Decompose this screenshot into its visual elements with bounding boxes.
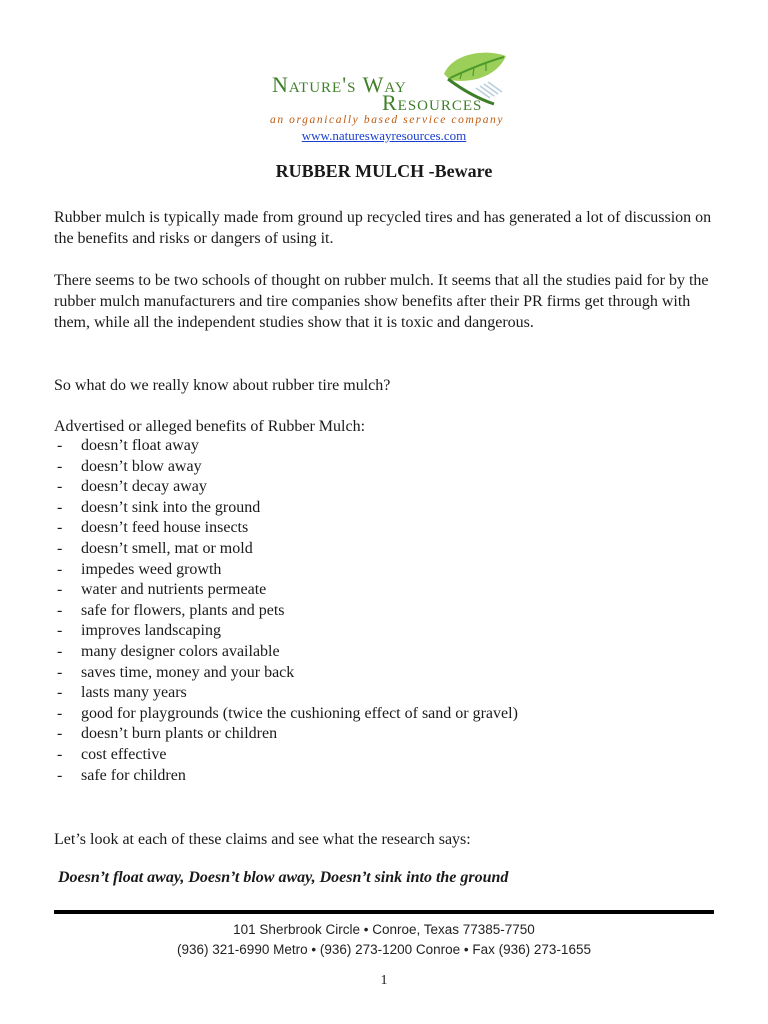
list-marker: -	[57, 622, 63, 640]
list-item-text: doesn’t feed house insects	[81, 519, 249, 537]
intro-paragraph: Rubber mulch is typically made from ground up recycled tires and has generated a lot of discussion on the benefits and risks or dangers of using it.	[54, 209, 712, 247]
list-item-text: doesn’t smell, mat or mold	[81, 539, 253, 557]
footer-divider	[54, 910, 714, 914]
list-item-text: doesn’t decay away	[81, 478, 207, 496]
list-item	[54, 663, 518, 684]
list-marker: -	[57, 766, 63, 784]
list-item	[54, 498, 518, 519]
list-marker: -	[57, 519, 63, 537]
research-paragraph: Let’s look at each of these claims and see what the research says:	[54, 831, 471, 848]
list-item-text: safe for children	[81, 766, 186, 784]
list-marker: -	[57, 663, 63, 681]
website-link[interactable]: www.natureswayresources.com	[301, 128, 467, 143]
list-marker: -	[57, 539, 63, 557]
logo-name-line2: Resources	[382, 90, 483, 115]
page-number: 1	[380, 973, 388, 988]
list-item-text: doesn’t sink into the ground	[81, 498, 261, 516]
benefits-list	[54, 436, 518, 786]
list-marker: -	[57, 745, 63, 763]
benefits-intro: Advertised or alleged benefits of Rubber Mulch:	[54, 418, 366, 435]
list-item-text: doesn’t burn plants or children	[81, 725, 278, 743]
list-item	[54, 477, 518, 498]
list-marker: -	[57, 581, 63, 599]
list-item-text: improves landscaping	[81, 622, 221, 640]
list-marker: -	[57, 725, 63, 743]
list-item-text: doesn’t blow away	[81, 457, 202, 475]
list-item	[54, 560, 518, 581]
footer-address: 101 Sherbrook Circle • Conroe, Texas 77385-7750	[233, 922, 535, 937]
list-item	[54, 621, 518, 642]
list-item	[54, 766, 518, 787]
list-marker: -	[57, 478, 63, 496]
list-item	[54, 704, 518, 725]
footer-phones: (936) 321-6990 Metro • (936) 273-1200 Conroe • Fax (936) 273-1655	[177, 942, 591, 957]
list-item	[54, 745, 518, 766]
list-marker: -	[57, 642, 63, 660]
list-item-text: impedes weed growth	[81, 560, 222, 578]
list-marker: -	[57, 601, 63, 619]
list-marker: -	[57, 704, 63, 722]
list-marker: -	[57, 684, 63, 702]
list-item-text: cost effective	[81, 745, 167, 763]
list-marker: -	[57, 437, 63, 454]
list-item	[54, 457, 518, 478]
list-item	[54, 724, 518, 745]
logo-name-line1: Nature's Way	[272, 72, 407, 97]
list-item	[54, 580, 518, 601]
section-subheading: Doesn’t float away, Doesn’t blow away, Doesn’t sink into the ground	[58, 869, 509, 886]
list-item	[54, 642, 518, 663]
page-title: RUBBER MULCH -Beware	[275, 161, 493, 181]
list-item-text: many designer colors available	[81, 642, 280, 660]
question-paragraph: So what do we really know about rubber tire mulch?	[54, 377, 391, 394]
list-marker: -	[57, 457, 63, 475]
list-item	[54, 518, 518, 539]
list-marker: -	[57, 498, 63, 516]
list-item	[54, 539, 518, 560]
list-item-text: good for playgrounds (twice the cushioning effect of sand or gravel)	[81, 704, 518, 722]
list-item-text: saves time, money and your back	[81, 663, 295, 681]
logo-tagline: an organically based service company	[270, 114, 505, 126]
list-item	[54, 436, 518, 457]
list-item-text: lasts many years	[81, 684, 187, 702]
list-item-text: water and nutrients permeate	[81, 581, 267, 599]
company-logo	[262, 48, 508, 132]
list-item-text: safe for flowers, plants and pets	[81, 601, 285, 619]
list-marker: -	[57, 560, 63, 578]
schools-paragraph: There seems to be two schools of thought on rubber mulch. It seems that all the studies paid for by the rubber mulch manufacturers and tire companies show benefits after their PR firms get through with them, while all the independent studies show that it is toxic and dangerous.	[54, 272, 709, 331]
list-item	[54, 683, 518, 704]
list-item-text: doesn’t float away	[81, 437, 199, 454]
list-item	[54, 601, 518, 622]
